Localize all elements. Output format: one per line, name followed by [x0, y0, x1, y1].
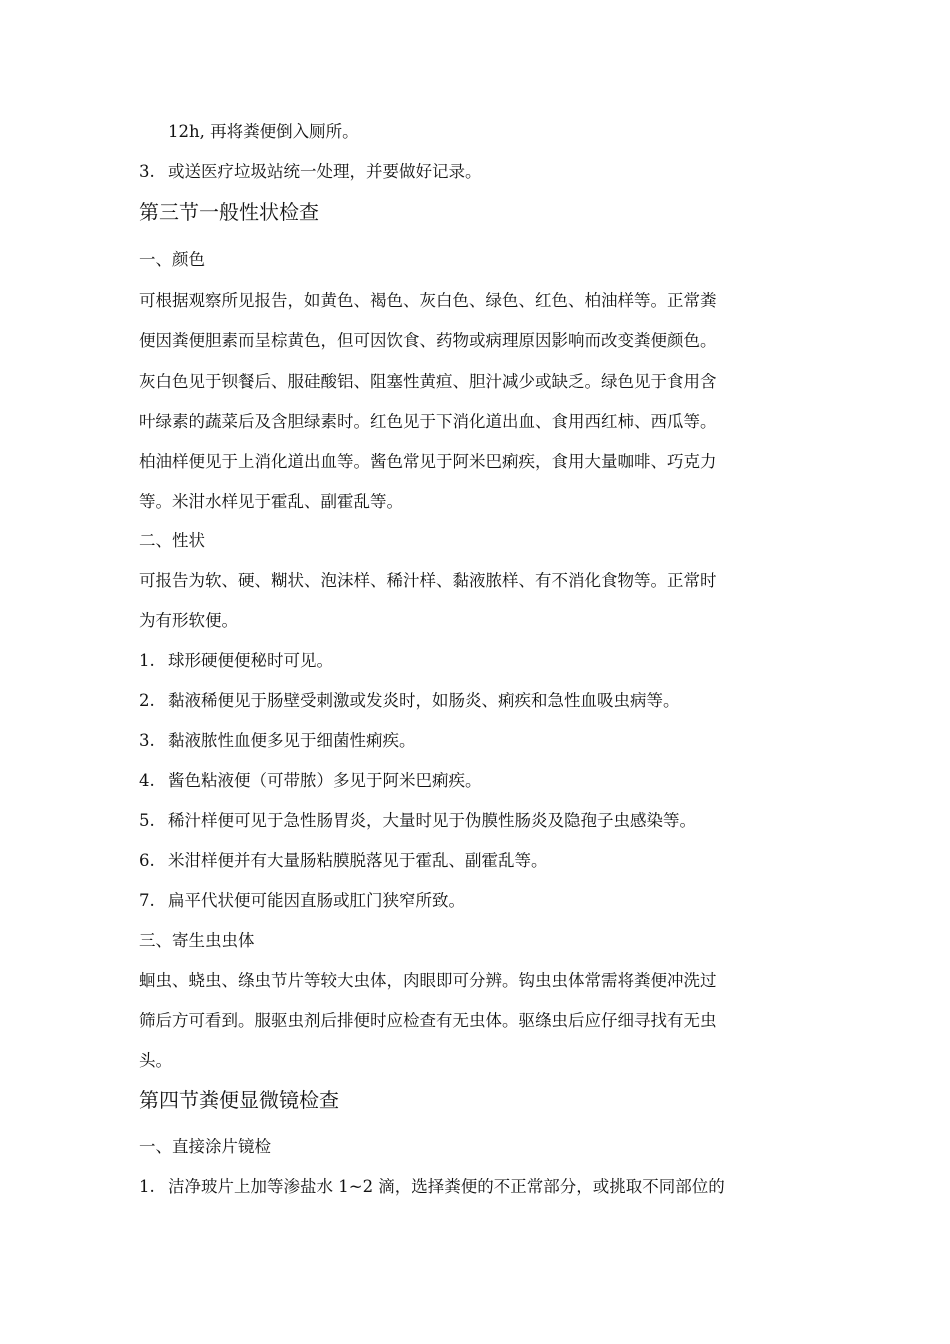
section-title: 第三节一般性状检查	[139, 200, 319, 224]
list-item-number: 4.	[139, 771, 155, 790]
paragraph-line: 叶绿素的蔬菜后及含胆绿素时。红色见于下消化道出血、食用西红柿、西瓜等。	[139, 412, 717, 431]
subsection-heading: 二、性状	[139, 531, 205, 550]
list-item	[139, 691, 819, 711]
section-title: 第四节粪便显微镜检查	[139, 1088, 339, 1112]
list-item-text: 球形硬便便秘时可见。	[168, 651, 333, 670]
list-item	[139, 891, 819, 911]
paragraph-line: 可报告为软、硬、糊状、泡沫样、稀汁样、黏液脓样、有不消化食物等。正常时	[139, 571, 717, 590]
list-item-number: 3.	[139, 162, 155, 181]
list-item-number: 3.	[139, 731, 155, 750]
list-item-text: 黏液稀便见于肠壁受刺激或发炎时，如肠炎、痢疾和急性血吸虫病等。	[168, 691, 680, 710]
list-item-number: 5.	[139, 811, 155, 830]
list-item-number: 2.	[139, 691, 155, 710]
list-item-text: 扁平代状便可能因直肠或肛门狭窄所致。	[168, 891, 465, 910]
list-item	[139, 162, 819, 182]
list-item	[139, 1177, 819, 1197]
list-item-text: 或送医疗垃圾站统一处理，并要做好记录。	[168, 162, 482, 181]
list-item-text: 黏液脓性血便多见于细菌性痢疾。	[168, 731, 416, 750]
list-item	[139, 651, 819, 671]
list-item-number: 1.	[139, 651, 155, 670]
list-item	[139, 771, 819, 791]
paragraph-line: 蛔虫、蛲虫、绦虫节片等较大虫体，肉眼即可分辨。钩虫虫体常需将粪便冲洗过	[139, 971, 717, 990]
continuation-text: 12h, 再将粪便倒入厕所。	[168, 122, 359, 141]
subsection-heading: 一、直接涂片镜检	[139, 1137, 271, 1156]
paragraph-line: 可根据观察所见报告，如黄色、褐色、灰白色、绿色、红色、柏油样等。正常粪	[139, 291, 717, 310]
list-item	[139, 851, 819, 871]
list-item-text: 米泔样便并有大量肠粘膜脱落见于霍乱、副霍乱等。	[168, 851, 548, 870]
list-item-text: 酱色粘液便（可带脓）多见于阿米巴痢疾。	[168, 771, 482, 790]
paragraph-line: 柏油样便见于上消化道出血等。酱色常见于阿米巴痢疾，食用大量咖啡、巧克力	[139, 452, 717, 471]
subsection-heading: 一、颜色	[139, 250, 205, 269]
list-item	[139, 811, 819, 831]
list-item-text: 洁净玻片上加等渗盐水 1~2 滴，选择粪便的不正常部分，或挑取不同部位的	[168, 1177, 725, 1196]
list-item-number: 6.	[139, 851, 155, 870]
list-item-number: 7.	[139, 891, 155, 910]
paragraph-line: 等。米泔水样见于霍乱、副霍乱等。	[139, 492, 403, 511]
subsection-heading: 三、寄生虫虫体	[139, 931, 255, 950]
list-item	[139, 731, 819, 751]
paragraph-line: 筛后方可看到。服驱虫剂后排便时应检查有无虫体。驱绦虫后应仔细寻找有无虫	[139, 1011, 717, 1030]
paragraph-line: 头。	[139, 1051, 172, 1070]
paragraph-line: 灰白色见于钡餐后、服硅酸铝、阻塞性黄疸、胆汁减少或缺乏。绿色见于食用含	[139, 372, 717, 391]
list-item-number: 1.	[139, 1177, 155, 1196]
paragraph-line: 为有形软便。	[139, 611, 238, 630]
paragraph-line: 便因粪便胆素而呈棕黄色，但可因饮食、药物或病理原因影响而改变粪便颜色。	[139, 331, 717, 350]
list-item-text: 稀汁样便可见于急性肠胃炎，大量时见于伪膜性肠炎及隐孢子虫感染等。	[168, 811, 696, 830]
